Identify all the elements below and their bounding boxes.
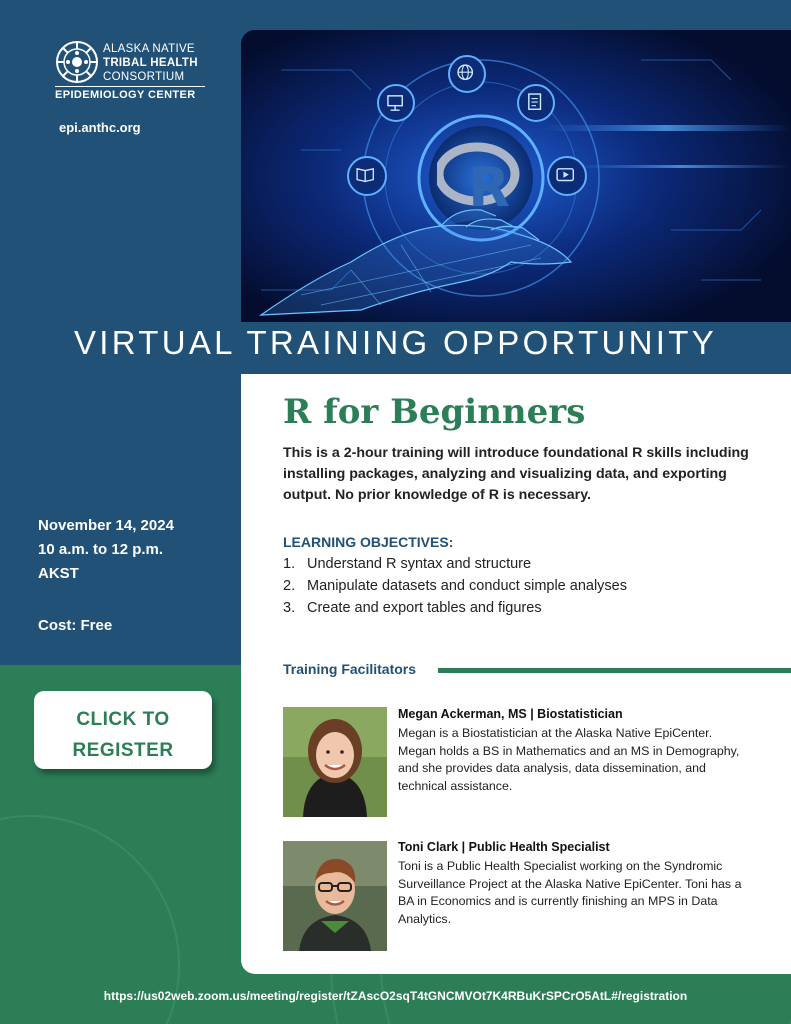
event-cost: Cost: Free (38, 617, 113, 634)
list-item: 2. Manipulate datasets and conduct simple analyses (283, 578, 627, 594)
facilitator-name: Megan Ackerman, MS | Biostatistician (398, 707, 623, 721)
event-date: November 14, 2024 (38, 517, 174, 534)
play-icon (547, 156, 587, 196)
r-logo-icon (437, 140, 525, 216)
hero-image (241, 30, 791, 322)
logo-divider (55, 86, 205, 87)
registration-url-link[interactable]: https://us02web.zoom.us/meeting/register/tZAscO2sqT4tGNCMVOt7K4RBuKrSPCrO5AtL#/registration (103, 989, 688, 1003)
svg-text:R: R (468, 156, 510, 216)
event-timezone: AKST (38, 565, 79, 582)
facilitator-bio: Megan is a Biostatistician at the Alaska Native EpiCenter. Megan holds a BS in Mathematics and an MS in Demography, and she provides data analysis, data dissemination, and technical assistance. (398, 726, 740, 793)
event-time: 10 a.m. to 12 p.m. (38, 541, 164, 558)
facilitator-photo-toni (283, 841, 387, 951)
facilitator-photo-megan (283, 707, 387, 817)
book-icon (347, 156, 387, 196)
event-details (38, 514, 174, 586)
facilitator-name: Toni Clark | Public Health Specialist (398, 840, 610, 854)
clipboard-icon (517, 84, 555, 122)
facilitators-heading: Training Facilitators (283, 661, 417, 677)
objectives-list (283, 553, 627, 619)
presentation-icon (377, 84, 415, 122)
course-title: R for Beginners (283, 392, 586, 432)
course-intro: This is a 2-hour training will introduce foundational R skills including installing packages, analyzing and visualizing data, and exporting output. No prior knowledge of R is necessary. (283, 445, 749, 503)
globe-icon (448, 55, 486, 93)
anthc-emblem-icon (55, 40, 99, 84)
facilitators-divider (438, 668, 791, 673)
list-item: 1. Understand R syntax and structure (283, 556, 532, 572)
org-name: ALASKA NATIVE TRIBAL HEALTH CONSORTIUM (103, 43, 198, 83)
register-button[interactable]: CLICK TO REGISTER (34, 691, 212, 769)
list-item: 3. Create and export tables and figures (283, 600, 542, 616)
facilitator-bio: Toni is a Public Health Specialist working on the Syndromic Surveillance Project at the Alaska Native EpiCenter. Toni has a BA in Economics and is currently finishing an MPS in Data Analytics. (398, 859, 742, 926)
website-link[interactable]: epi.anthc.org (59, 120, 141, 135)
org-subtitle: EPIDEMIOLOGY CENTER (55, 89, 196, 101)
page-headline: VIRTUAL TRAINING OPPORTUNITY (73, 324, 718, 361)
org-logo (55, 40, 205, 104)
objectives-heading: LEARNING OBJECTIVES: (283, 534, 454, 550)
